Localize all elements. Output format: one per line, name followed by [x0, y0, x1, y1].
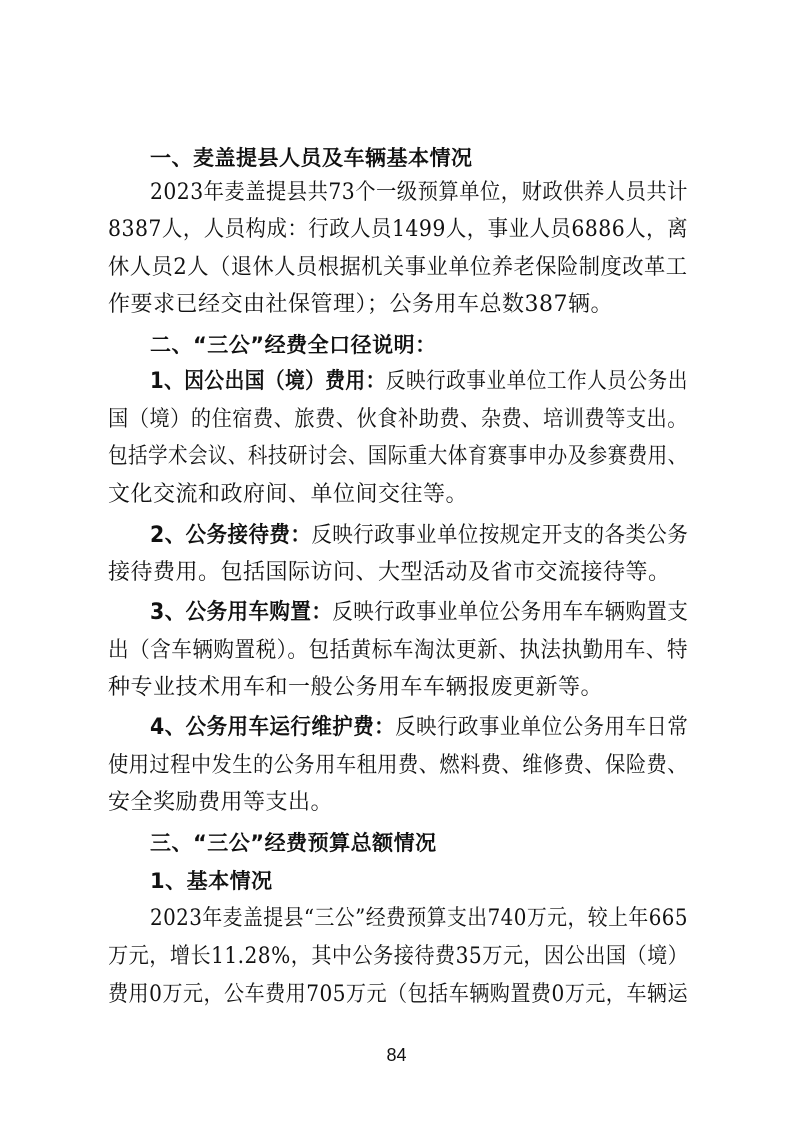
item3-text: 反映行政事业单位公务用车车辆购置支	[332, 600, 689, 625]
item4-first-line	[150, 713, 689, 743]
item2-label: 2、公务接待费：	[150, 523, 312, 548]
item4-line-2: 使用过程中发生的公务用车租用费、燃料费、维修费、保险费、	[108, 753, 688, 778]
item3-line-3: 种专业技术用车和一般公务用车车辆报废更新等。	[108, 675, 604, 700]
section3-line-1: 2023年麦盖提县“三公”经费预算支出740万元，较上年665	[150, 906, 688, 931]
item1-line-2: 国（境）的住宿费、旅费、伙食补助费、杂费、培训费等支出。	[108, 407, 688, 432]
item3-line-2: 出（含车辆购置税）。包括黄标车淘汰更新、执法执勤用车、特	[108, 638, 689, 663]
section1-heading: 一、麦盖提县人员及车辆基本情况	[150, 146, 473, 170]
section3-line-2: 万元，增长11.28%，其中公务接待费35万元，因公出国（境）	[108, 944, 689, 969]
item1-line-4: 文化交流和政府间、单位间交往等。	[108, 482, 469, 507]
item3-first-line	[150, 598, 689, 628]
item4-label: 4、公务用车运行维护费：	[150, 715, 396, 740]
item2-first-line	[150, 521, 689, 551]
item1-first-line	[150, 367, 688, 397]
item3-label: 3、公务用车购置：	[150, 600, 333, 625]
section1-line-4: 作要求已经交由社保管理）；公务用车总数387辆。	[108, 292, 613, 317]
item1-line-3: 包括学术会议、科技研讨会、国际重大体育赛事申办及参赛费用、	[108, 444, 688, 469]
item4-line-3: 安全奖励费用等支出。	[108, 790, 334, 815]
section1-line-3: 休人员2人（退休人员根据机关事业单位养老保险制度改革工	[108, 255, 688, 280]
item1-label: 1、因公出国（境）费用：	[150, 369, 386, 394]
item2-line-2: 接待费用。包括国际访问、大型活动及省市交流接待等。	[108, 560, 671, 585]
item1-text: 反映行政事业单位工作人员公务出	[385, 369, 688, 394]
item2-text: 反映行政事业单位按规定开支的各类公务	[311, 523, 689, 548]
page-number: 84	[386, 1045, 407, 1065]
item4-text: 反映行政事业单位公务用车日常	[395, 715, 689, 740]
section1-line-1: 2023年麦盖提县共73个一级预算单位，财政供养人员共计	[150, 180, 688, 205]
section3-subheading: 1、基本情况	[150, 869, 273, 893]
section2-heading: 二、“三公”经费全口径说明：	[150, 333, 437, 357]
section1-line-2: 8387人，人员构成：行政人员1499人，事业人员6886人，离	[108, 217, 688, 242]
section3-line-3: 费用0万元，公车费用705万元（包括车辆购置费0万元，车辆运	[108, 982, 689, 1007]
section3-heading: 三、“三公”经费预算总额情况	[150, 831, 437, 855]
